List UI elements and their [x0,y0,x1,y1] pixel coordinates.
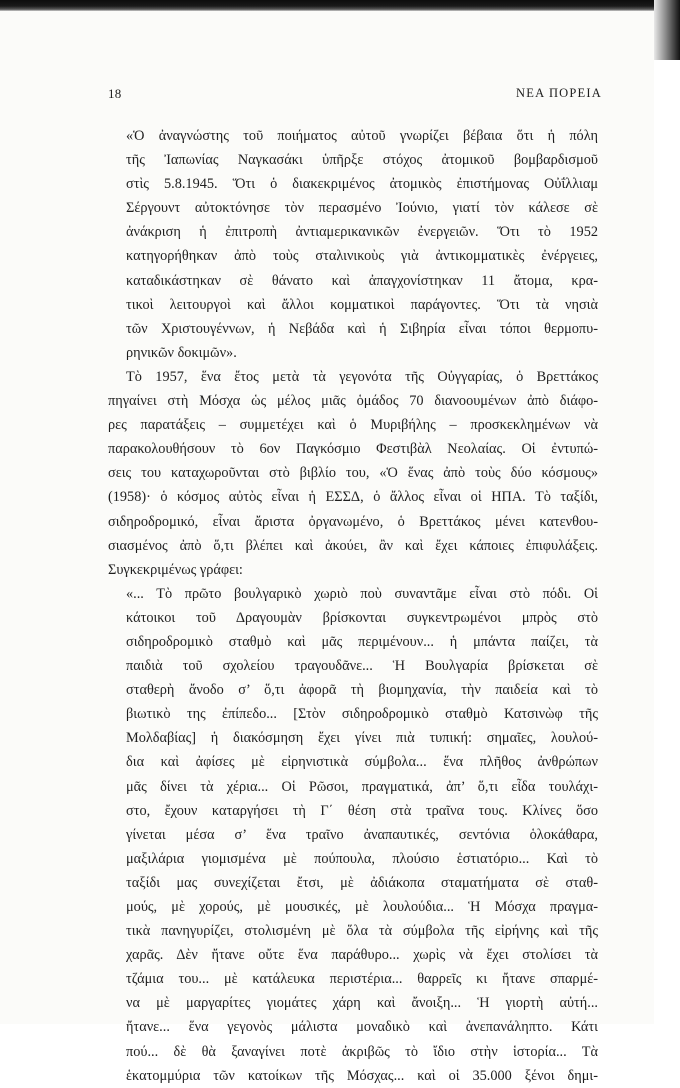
text-line: μαξιλάρια γιομισμένα μὲ πούπουλα, πλούσιο ἑστιατόριο... Καὶ τὸ [126,850,598,867]
text-line: Τὸ 1957, ἕνα ἔτος μετὰ τὰ γεγονότα τῆς Οὐγγαρίας, ὁ Βρεττάκος [126,368,598,385]
text-line: να μὲ μαργαρίτες γιομάτες χάρη καὶ ἄνοιξη... Ἡ γιορτὴ αὐτή... [126,995,598,1012]
scan-top-edge [0,0,680,11]
text-line: ἤτανε... ἕνα γεγονὸς μάλιστα μοναδικὸ καὶ ἀνεπανάληπτο. Κάτι [126,1019,598,1036]
text-line: κάτοικοι τοῦ Δραγουμὰν βρίσκονται συγκεντρωμένοι μπρὸς στὸ [126,609,598,626]
running-title: ΝΕΑ ΠΟΡΕΙΑ [516,86,602,100]
text-line: τικοὶ λειτουργοὶ καὶ ἄλλοι κομματικοὶ παράγοντες. Ὅτι τὰ νησιὰ [126,296,598,313]
text-line: γίνεται μέσα σ’ ἕνα τραῖνο ἀναπαυτικές, σεντόνια ὁλοκάθαρα, [126,826,598,843]
text-line: πηγαίνει στὴ Μόσχα ὡς μέλος μιᾶς ὁμάδος 70 διανοουμένων ἀπὸ διάφο- [108,393,598,410]
text-line: πού... δὲ θὰ ξαναγίνει ποτὲ ἀκριβῶς τὸ ἴδιο στὴν ἱστορία... Τὰ [126,1043,598,1060]
text-line: στὶς 5.8.1945. Ὅτι ὁ διακεκριμένος ἀτομικὸς ἐπιστήμονας Οὐΐλλιαμ [126,176,598,193]
text-line: τικὰ πανηγυρίζει, στολισμένη μὲ ὅλα τὰ σύμβολα τῆς εἰρήνης καὶ τῆς [126,923,598,940]
text-line: «... Τὸ πρῶτο βουλγαρικὸ χωριὸ ποὺ συναντᾶμε εἶναι στὸ πόδι. Οἱ [126,585,598,602]
text-line: καταδικάστηκαν σὲ θάνατο καὶ ἀπαγχονίστηκαν 11 ἄτομα, κρα- [126,272,598,289]
text-line: «Ὁ ἀναγνώστης τοῦ ποιήματος αὐτοῦ γνωρίζει βέβαια ὅτι ἡ πόλη [126,128,598,144]
text-line: (1958)· ὁ κόσμος αὐτὸς εἶναι ἡ ΕΣΣΔ, ὁ ἄλλος εἶναι οἱ ΗΠΑ. Τὸ ταξίδι, [108,489,598,506]
text-line: ρηνικῶν δοκιμῶν». [126,344,237,361]
text-line: ρες παρατάξεις – συμμετέχει καὶ ὁ Μυριβήλης – προσκεκλημένων νὰ [108,417,598,434]
text-line: παιδιὰ τοῦ σχολείου τραγουδᾶνε... Ἡ Βουλγαρία βρίσκεται σὲ [126,658,598,675]
text-line: χαρᾶς. Δὲν ἤτανε οὔτε ἕνα παράθυρο... χωρὶς νὰ ἔχει στολίσει τὰ [126,947,598,964]
text-line: βιωτικὸ της ἐπίπεδο... [Στὸν σιδηροδρομικὸ σταθμὸ Κατσινὼφ τῆς [126,706,598,723]
text-line: Μολδαβίας] ἡ διακόσμηση ἔχει γίνει πιὰ τυπική: σημαῖες, λουλού- [126,730,598,747]
text-line: μούς, μὲ χορούς, μὲ μουσικές, μὲ λουλούδια... Ἡ Μόσχα πραγμα- [126,899,598,915]
text-line: μᾶς δίνει τὰ χέρια... Οἱ Ρῶσοι, πραγματικά, ἀπ’ ὅ,τι εἶδα τουλάχι- [126,778,598,795]
text-line: σιδηροδρομικό, εἶναι ἄριστα ὀργανωμένο, ὁ Βρεττάκος μένει κατενθου- [108,513,598,530]
text-line: τῶν Χριστουγέννων, ἡ Νεβάδα καὶ ἡ Σιβηρία εἶναι τόποι θερμοπυ- [126,320,598,337]
scan-corner-shadow [654,0,680,60]
text-line: Συγκεκριμένως γράφει: [108,561,243,578]
text-line: ἀνάκριση ἡ ἐπιτροπὴ ἀντιαμερικανικῶν ἐνεργειῶν. Ὅτι τὸ 1952 [126,224,598,241]
text-line: τζάμια του... μὲ κατάλευκα περιστέρια... θαρρεῖς κι ἤτανε σπαρμέ- [126,971,598,988]
page-number: 18 [108,86,122,101]
text-line: Σέργουντ αὐτοκτόνησε τὸν περασμένο Ἰούνιο, γιατί τὸν κάλεσε σὲ [126,200,598,217]
text-line: ἑκατομμύρια τῶν κατοίκων τῆς Μόσχας... καὶ οἱ 35.000 ξένοι δημι- [126,1067,598,1084]
text-line: τῆς Ἰαπωνίας Ναγκασάκι ὑπῆρξε στόχος ἀτομικοῦ βομβαρδισμοῦ [126,152,598,169]
text-line: ταξίδι μας συνεχίζεται ἔτσι, μὲ ἀδιάκοπα σταματήματα σὲ σταθ- [126,874,598,891]
text-line: σιασμένος ἀπὸ ὅ,τι βλέπει καὶ ἀκούει, ἂν καὶ ἔχει κάποιες ἐπιφυλάξεις. [108,537,598,554]
text-line: σεις του καταχωροῦνται στὸ βιβλίο του, «Ὁ ἕνας ἀπὸ τοὺς δύο κόσμους» [108,465,598,482]
text-line: στο, ἔχουν καταργήσει τὴ Γ΄ θέση στὰ τραῖνα τους. Κλίνες ὅσο [126,802,598,819]
text-line: δια καὶ ἀφίσες μὲ εἰρηνιστικὰ σύμβολα... ἕνα πλῆθος ἀνθρώπων [126,754,598,771]
text-line: σιδηροδρομικὸ σταθμὸ καὶ μᾶς περιμένουν... ἡ μπάντα παίζει, τὰ [126,633,598,650]
body-text [108,124,598,1088]
text-line: κατηγορήθηκαν ἀπὸ τοὺς σταλινικοὺς γιὰ ἀντικομματικὲς ἐνέργειες, [126,248,598,265]
text-line: παρακολουθήσουν τὸ 6ον Παγκόσμιο Φεστιβὰλ Νεολαίας. Οἱ ἐντυπώ- [108,441,598,458]
text-line: σταθερὴ ἄνοδο σ’ ὅ,τι ἀφορᾶ τὴ βιομηχανία, τὴν παιδεία καὶ τὸ [126,682,598,699]
